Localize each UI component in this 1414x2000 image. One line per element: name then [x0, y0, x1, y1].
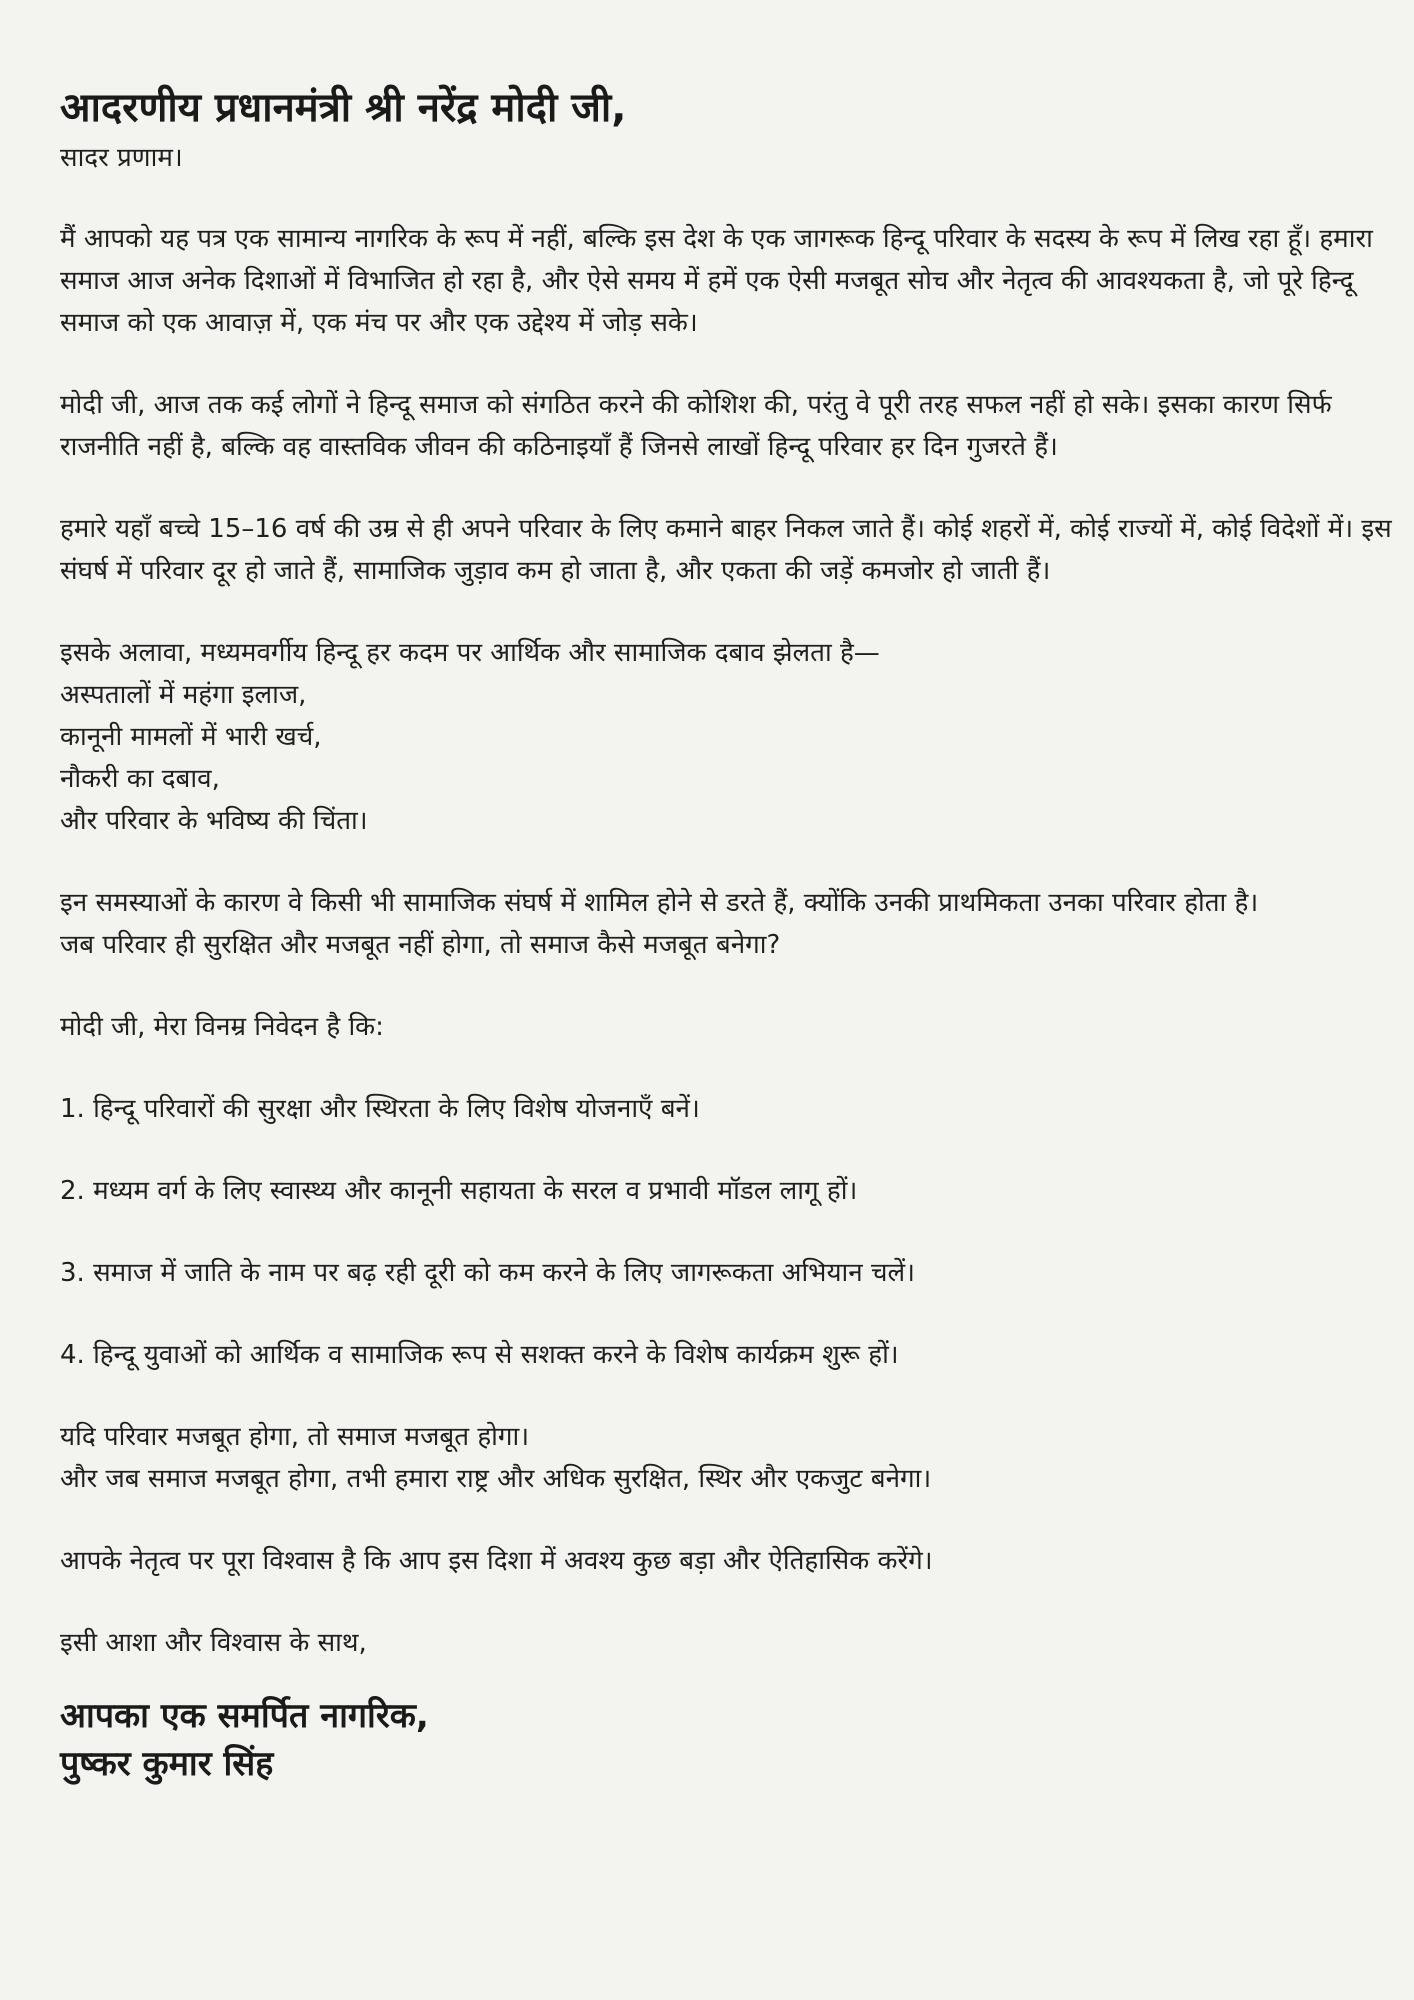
greeting-line: सादर प्रणाम। [60, 143, 183, 173]
paragraph-attempts: मोदी जी, आज तक कई लोगों ने हिन्दू समाज को संगठित करने की कोशिश की, परंतु वे पूरी तरह सफल नहीं हो सके। इसका कारण सिर्फ राजनीति नहीं है, बल्कि वह वास्तविक जीवन की कठिनाइयाँ हैं जिनसे लाखों हिन्दू परिवार हर दिन गुजरते हैं। [60, 390, 1332, 462]
request-item-4: 4. हिन्दू युवाओं को आर्थिक व सामाजिक रूप से सशक्त करने के विशेष कार्यक्रम शुरू हों। [60, 1340, 899, 1370]
conclusion-line: यदि परिवार मजबूत होगा, तो समाज मजबूत होगा। [60, 1422, 530, 1452]
pressure-item: नौकरी का दबाव, [60, 764, 220, 794]
pressure-item: अस्पतालों में महंगा इलाज, [60, 680, 307, 710]
request-item-2: 2. मध्यम वर्ग के लिए स्वास्थ्य और कानूनी सहायता के सरल व प्रभावी मॉडल लागू हों। [60, 1176, 858, 1206]
question-line: जब परिवार ही सुरक्षित और मजबूत नहीं होगा, तो समाज कैसे मजबूत बनेगा? [60, 930, 781, 960]
request-item-1: 1. हिन्दू परिवारों की सुरक्षा और स्थिरता के लिए विशेष योजनाएँ बनें। [60, 1094, 700, 1124]
salutation-heading: आदरणीय प्रधानमंत्री श्री नरेंद्र मोदी जी, [60, 85, 627, 131]
conclusion-block [60, 1416, 1396, 1500]
pressure-item: और परिवार के भविष्य की चिंता। [60, 806, 368, 836]
request-item-3: 3. समाज में जाति के नाम पर बढ़ रही दूरी को कम करने के लिए जागरूकता अभियान चलें। [60, 1258, 915, 1288]
pressure-item: कानूनी मामलों में भारी खर्च, [60, 722, 322, 752]
letter-page [60, 78, 1396, 1788]
closing-line: इसी आशा और विश्वास के साथ, [60, 1628, 367, 1658]
signer-name: पुष्कर कुमार सिंह [60, 1744, 274, 1784]
paragraph-intro: मैं आपको यह पत्र एक सामान्य नागरिक के रूप में नहीं, बल्कि इस देश के एक जागरूक हिन्दू परिवार के सदस्य के रूप में लिख रहा हूँ। हमारा समाज आज अनेक दिशाओं में विभाजित हो रहा है, और ऐसे समय में हमें एक ऐसी मजबूत सोच और नेतृत्व की आवश्यकता है, जो पूरे हिन्दू समाज को एक आवाज़ में, एक मंच पर और एक उद्देश्य में जोड़ सके। [60, 224, 1373, 338]
request-intro: मोदी जी, मेरा विनम्र निवेदन है कि: [60, 1012, 384, 1042]
trust-line: आपके नेतृत्व पर पूरा विश्वास है कि आप इस दिशा में अवश्य कुछ बड़ा और ऐतिहासिक करेंगे। [60, 1546, 933, 1576]
fear-line: इन समस्याओं के कारण वे किसी भी सामाजिक संघर्ष में शामिल होने से डरते हैं, क्योंकि उनकी प्राथमिकता उनका परिवार होता है। [60, 888, 1259, 918]
pressures-block [60, 632, 1396, 842]
paragraph-fear [60, 882, 1396, 966]
signature-block [60, 1692, 1396, 1788]
signoff-line: आपका एक समर्पित नागरिक, [60, 1696, 429, 1736]
paragraph-migration: हमारे यहाँ बच्चे 15–16 वर्ष की उम्र से ही अपने परिवार के लिए कमाने बाहर निकल जाते हैं। कोई शहरों में, कोई राज्यों में, कोई विदेशों में। इस संघर्ष में परिवार दूर हो जाते हैं, सामाजिक जुड़ाव कम हो जाता है, और एकता की जड़ें कमजोर हो जाती हैं। [60, 514, 1392, 586]
conclusion-line: और जब समाज मजबूत होगा, तभी हमारा राष्ट्र और अधिक सुरक्षित, स्थिर और एकजुट बनेगा। [60, 1464, 932, 1494]
pressures-intro: इसके अलावा, मध्यमवर्गीय हिन्दू हर कदम पर आर्थिक और सामाजिक दबाव झेलता है— [60, 638, 880, 668]
